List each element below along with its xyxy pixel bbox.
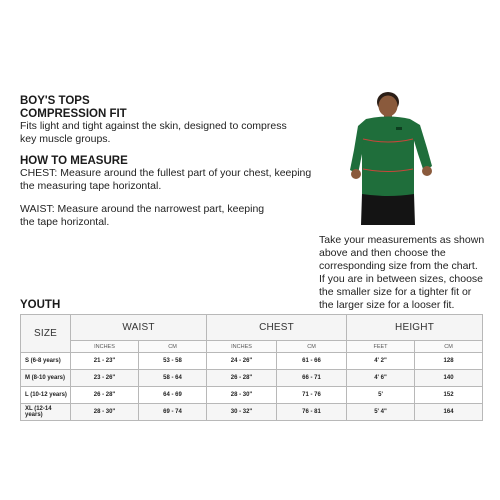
waist-inches-cell: 28 - 30": [71, 404, 139, 421]
instruction-line-1: Take your measurements as shown: [319, 234, 485, 246]
height-feet-cell: 4' 2": [347, 353, 415, 370]
chest-inches-cell: 30 - 32": [207, 404, 277, 421]
height-cm-header: CM: [415, 341, 483, 353]
waist-inches-cell: 26 - 28": [71, 387, 139, 404]
waist-cm-cell: 69 - 74: [139, 404, 207, 421]
size-cell: M (8-10 years): [21, 370, 71, 387]
waist-inches-cell: 21 - 23": [71, 353, 139, 370]
waist-inches-cell: 23 - 26": [71, 370, 139, 387]
chest-cm-cell: 76 - 81: [277, 404, 347, 421]
model-figure: [340, 92, 460, 225]
height-cm-cell: 164: [415, 404, 483, 421]
chest-cm-header: CM: [277, 341, 347, 353]
instruction-line-3: corresponding size from the chart.: [319, 260, 478, 272]
waist-cm-cell: 64 - 69: [139, 387, 207, 404]
chest-inches-cell: 24 - 26": [207, 353, 277, 370]
chest-instruction-line-2: the measuring tape horizontal.: [20, 180, 162, 192]
size-cell: XL (12-14 years): [21, 404, 71, 421]
waist-cm-cell: 53 - 58: [139, 353, 207, 370]
size-cell: S (6-8 years): [21, 353, 71, 370]
chest-column-header: CHEST: [207, 315, 347, 341]
product-line-title: BOY'S TOPS: [20, 95, 90, 107]
size-chart-table: [20, 314, 483, 421]
table-row: [21, 353, 483, 370]
boy-wearing-compression-top-illustration: [340, 92, 460, 225]
chest-inches-cell: 26 - 28": [207, 370, 277, 387]
chest-inches-cell: 28 - 30": [207, 387, 277, 404]
height-column-header: HEIGHT: [347, 315, 483, 341]
chest-inches-header: INCHES: [207, 341, 277, 353]
waist-cm-header: CM: [139, 341, 207, 353]
height-cm-cell: 152: [415, 387, 483, 404]
waist-cm-cell: 58 - 64: [139, 370, 207, 387]
chest-instruction-line-1: CHEST: Measure around the fullest part of your chest, keeping: [20, 167, 312, 179]
table-row: [21, 370, 483, 387]
height-feet-header: FEET: [347, 341, 415, 353]
waist-column-header: WAIST: [71, 315, 207, 341]
height-feet-cell: 4' 6": [347, 370, 415, 387]
chest-cm-cell: 61 - 66: [277, 353, 347, 370]
fit-title: COMPRESSION FIT: [20, 108, 127, 120]
instruction-line-5: the smaller size for a tighter fit or: [319, 286, 472, 298]
size-chart-title: YOUTH: [20, 299, 61, 311]
instruction-line-4: If you are in between sizes, choose: [319, 273, 484, 285]
height-feet-cell: 5' 4": [347, 404, 415, 421]
fit-description-line-1: Fits light and tight against the skin, designed to compress: [20, 120, 287, 132]
instruction-line-6: the larger size for a looser fit.: [319, 299, 455, 311]
height-feet-cell: 5': [347, 387, 415, 404]
chest-cm-cell: 66 - 71: [277, 370, 347, 387]
instruction-line-2: above and then choose the: [319, 247, 446, 259]
waist-instruction-line-2: the tape horizontal.: [20, 216, 110, 228]
height-cm-cell: 140: [415, 370, 483, 387]
chest-cm-cell: 71 - 76: [277, 387, 347, 404]
waist-inches-header: INCHES: [71, 341, 139, 353]
fit-description-line-2: key muscle groups.: [20, 133, 111, 145]
how-to-measure-title: HOW TO MEASURE: [20, 155, 128, 167]
table-row: [21, 387, 483, 404]
size-column-header: SIZE: [21, 315, 71, 353]
height-cm-cell: 128: [415, 353, 483, 370]
table-row: [21, 404, 483, 421]
waist-instruction-line-1: WAIST: Measure around the narrowest part, keeping: [20, 203, 265, 215]
size-cell: L (10-12 years): [21, 387, 71, 404]
